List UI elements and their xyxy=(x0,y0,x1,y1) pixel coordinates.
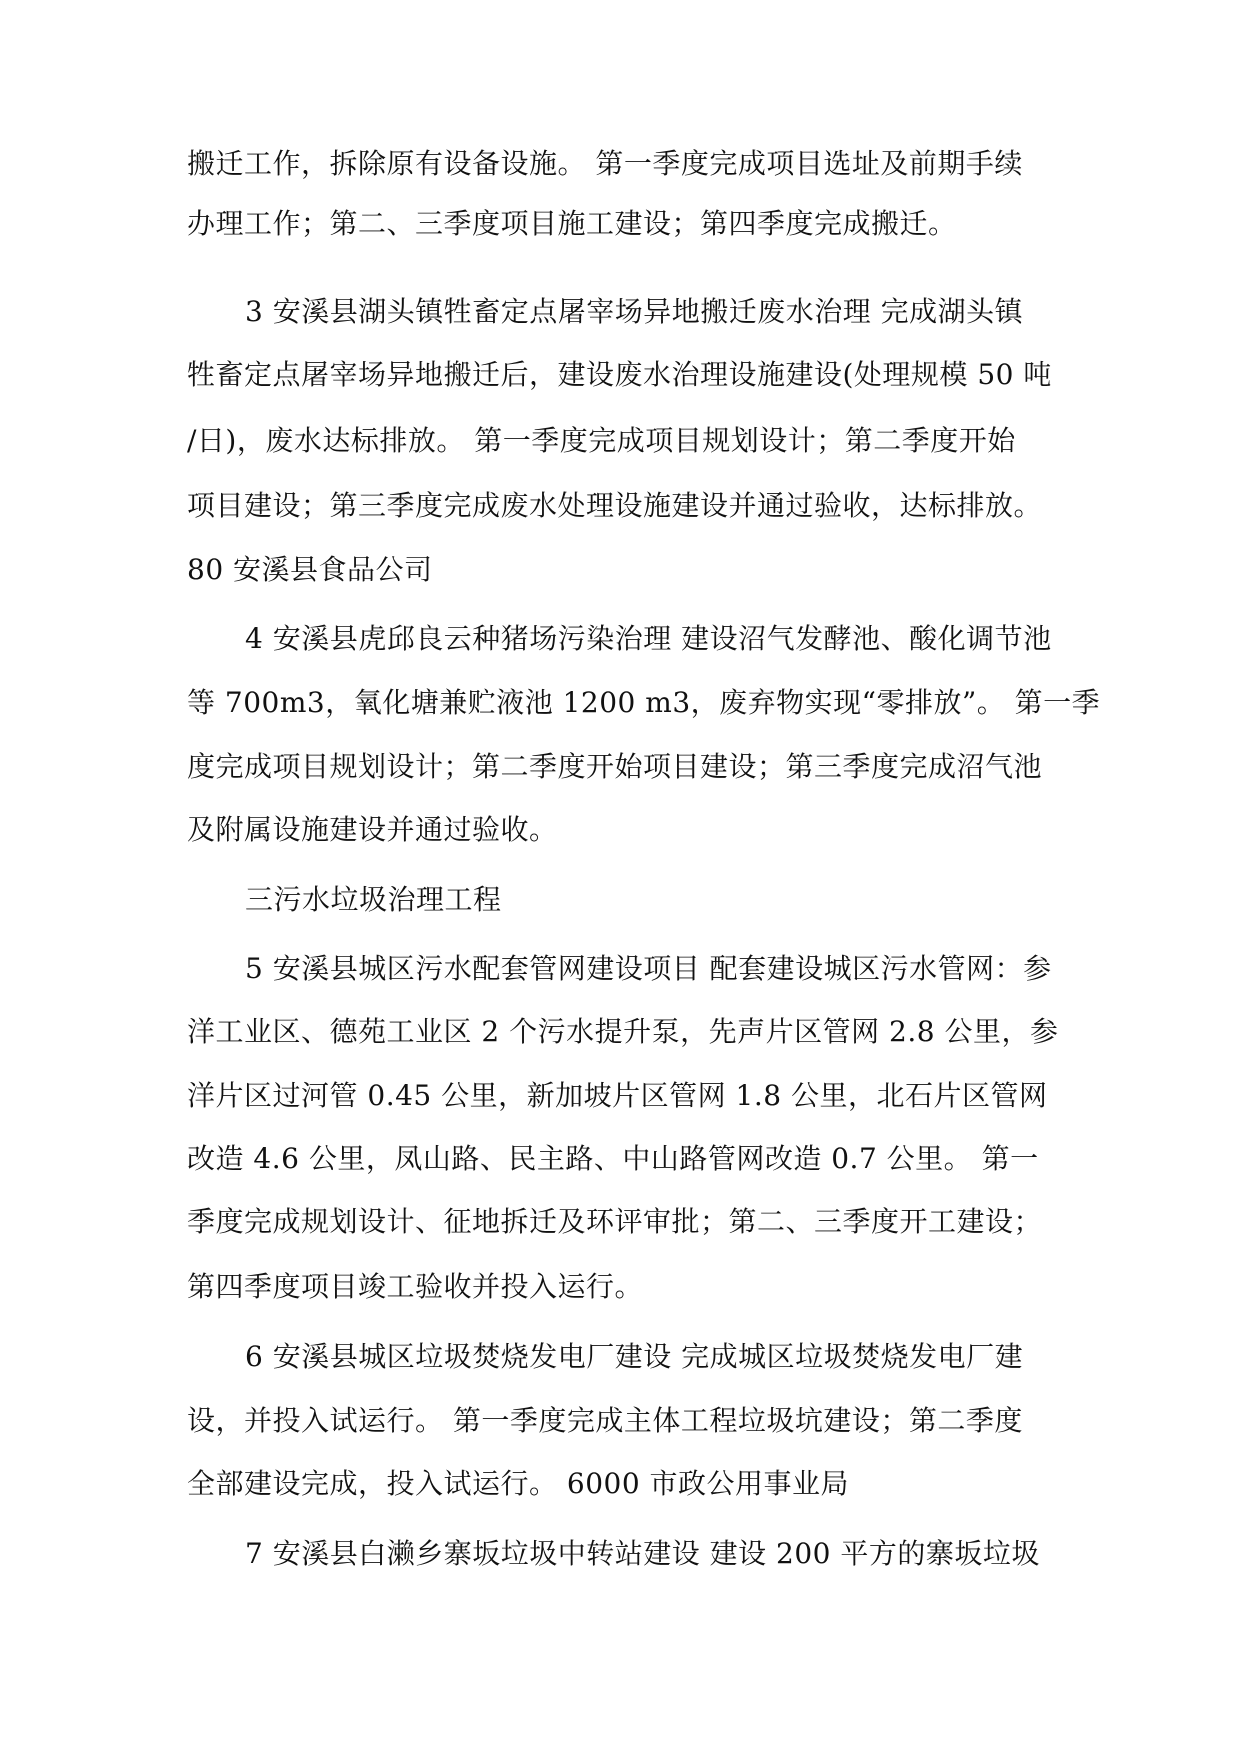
text-line-18: 第四季度项目竣工验收并投入运行。 xyxy=(187,1270,644,1303)
text-line-1: 搬迁工作，拆除原有设备设施。 第一季度完成项目选址及前期手续 xyxy=(187,147,1023,180)
section-heading: 三污水垃圾治理工程 xyxy=(245,883,502,916)
text-line-16: 改造 4.6 公里，凤山路、民主路、中山路管网改造 0.7 公里。 第一 xyxy=(187,1142,1039,1175)
text-line-2: 办理工作；第二、三季度项目施工建设；第四季度完成搬迁。 xyxy=(187,207,957,240)
text-line-21: 全部建设完成，投入试运行。 6000 市政公用事业局 xyxy=(187,1467,850,1500)
text-line-7: 80 安溪县食品公司 xyxy=(187,553,433,586)
text-line-11: 及附属设施建设并通过验收。 xyxy=(187,813,558,846)
text-line-8: 4 安溪县虎邱良云种猪场污染治理 建设沼气发酵池、酸化调节池 xyxy=(245,622,1052,655)
text-line-22: 7 安溪县白濑乡寨坂垃圾中转站建设 建设 200 平方的寨坂垃圾 xyxy=(245,1537,1040,1570)
text-line-4: 牲畜定点屠宰场异地搬迁后，建设废水治理设施建设(处理规模 50 吨 xyxy=(187,358,1052,391)
text-line-20: 设，并投入试运行。 第一季度完成主体工程垃圾坑建设；第二季度 xyxy=(187,1404,1023,1437)
text-line-19: 6 安溪县城区垃圾焚烧发电厂建设 完成城区垃圾焚烧发电厂建 xyxy=(245,1340,1024,1373)
text-line-17: 季度完成规划设计、征地拆迁及环评审批；第二、三季度开工建设； xyxy=(187,1205,1043,1238)
text-line-14: 洋工业区、德苑工业区 2 个污水提升泵，先声片区管网 2.8 公里，参 xyxy=(187,1015,1059,1048)
text-line-9: 等 700m3，氧化塘兼贮液池 1200 m3，废弃物实现“零排放”。 第一季 xyxy=(187,686,1101,719)
text-line-5: /日)，废水达标排放。 第一季度完成项目规划设计；第二季度开始 xyxy=(187,424,1016,457)
text-line-15: 洋片区过河管 0.45 公里，新加坡片区管网 1.8 公里，北石片区管网 xyxy=(187,1079,1048,1112)
text-line-3: 3 安溪县湖头镇牲畜定点屠宰场异地搬迁废水治理 完成湖头镇 xyxy=(245,295,1024,328)
text-line-13: 5 安溪县城区污水配套管网建设项目 配套建设城区污水管网：参 xyxy=(245,952,1052,985)
text-line-6: 项目建设；第三季度完成废水处理设施建设并通过验收，达标排放。 xyxy=(187,489,1043,522)
text-line-10: 度完成项目规划设计；第二季度开始项目建设；第三季度完成沼气池 xyxy=(187,750,1043,783)
